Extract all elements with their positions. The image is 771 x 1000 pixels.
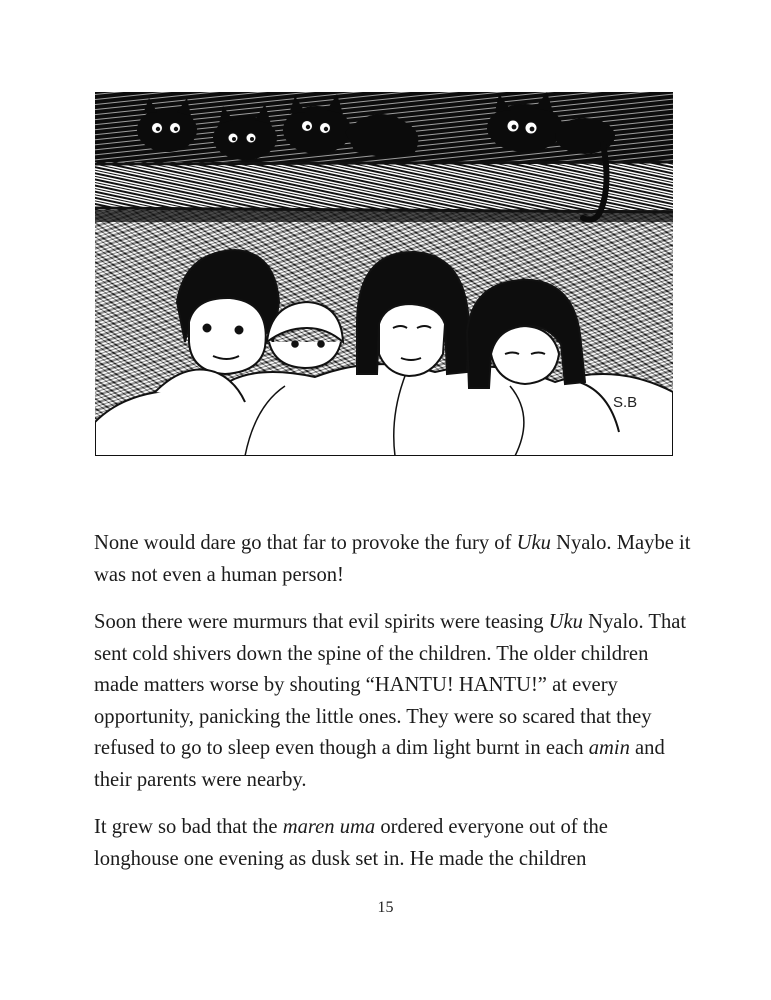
italic-term: Uku [548,611,583,633]
paragraph-3 [94,812,694,875]
artist-signature: S.B [613,394,638,411]
illustration-children-and-cats [95,92,673,456]
story-text [94,528,694,891]
page-number: 15 [377,899,394,916]
paragraph-2 [94,607,694,796]
text-run: Nyalo. That sent cold shivers down the spine of the children. The older children made matters worse by shouting “HANTU! HANTU!” at every opportunity, panicking the little ones. They were so scared that they refused to go to sleep even though a dim light burnt in each [94,611,687,759]
child-center [357,252,469,376]
italic-term: maren uma [282,816,376,838]
text-run: ordered everyone out of the longhouse one evening as dusk set in. He made the children [94,816,608,870]
italic-term: amin [588,737,630,759]
ink-drawing [95,92,673,456]
italic-term: Uku [516,532,551,554]
text-run: Nyalo. Maybe it was not even a human person! [94,532,691,586]
text-run: It grew so bad that the [94,816,283,838]
text-run: None would dare go that far to provoke the fury of [94,532,517,554]
text-run: and their parents were nearby. [94,737,665,791]
beam [95,162,673,210]
paragraph-1 [94,528,694,591]
text-run: Soon there were murmurs that evil spirits were teasing [94,611,549,633]
